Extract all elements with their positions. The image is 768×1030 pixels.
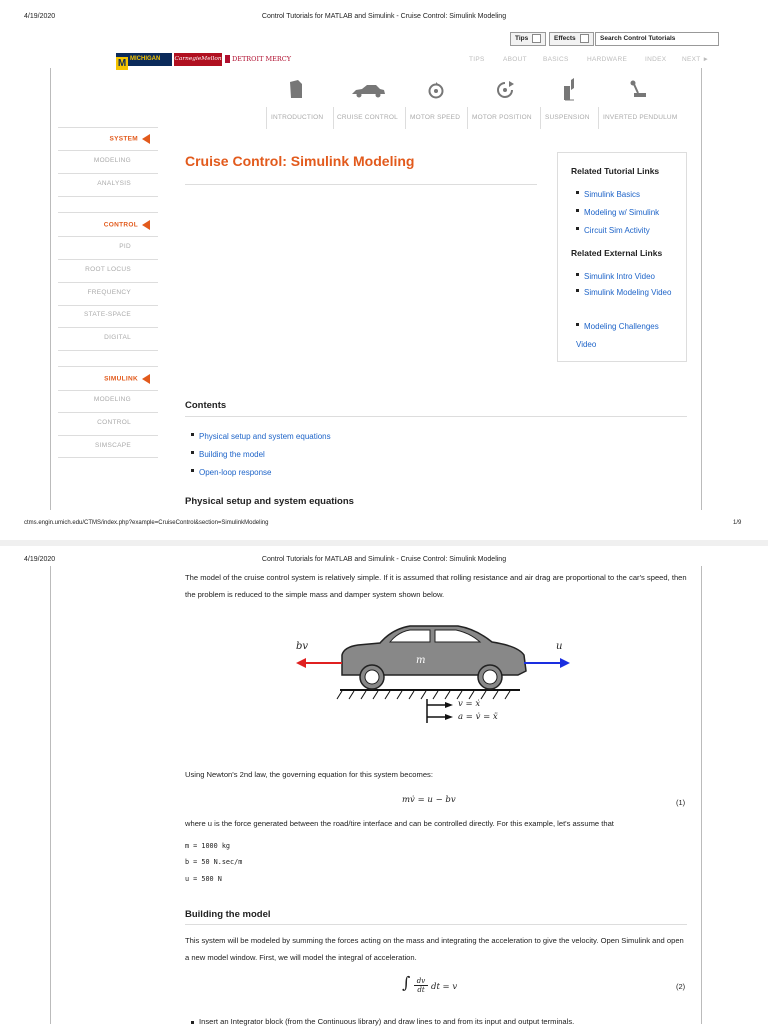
- tab-suspension[interactable]: SUSPENSION: [545, 114, 590, 121]
- related-tutorial-item[interactable]: [576, 184, 640, 202]
- tab-separator: [598, 107, 599, 129]
- equation-2-denominator: dt: [417, 986, 425, 994]
- effects-checkbox[interactable]: [580, 34, 589, 43]
- car-tab-icon[interactable]: [350, 84, 386, 98]
- tab-separator: [405, 107, 406, 129]
- active-arrow-icon: [142, 134, 150, 144]
- equation-2-integral: ∫: [402, 973, 411, 992]
- sidebar-divider: [58, 366, 158, 367]
- tab-separator: [266, 107, 267, 129]
- nav-hardware[interactable]: HARDWARE: [587, 56, 628, 63]
- sidebar-divider: [58, 212, 158, 213]
- tab-separator: [467, 107, 468, 129]
- where-paragraph: where u is the force generated between the road/tire interface and can be controlled directly. For this example, let's assume that: [185, 819, 614, 828]
- bullet-icon: [191, 433, 194, 436]
- print-url: ctms.engin.umich.edu/CTMS/index.php?example=CruiseControl&section=SimulinkModeling: [24, 520, 269, 526]
- sidebar-divider: [58, 127, 158, 128]
- sidebar-divider: [58, 305, 158, 306]
- search-input[interactable]: Search Control Tutorials: [595, 32, 719, 46]
- cmu-logo[interactable]: CarnegieMellon: [174, 53, 222, 66]
- kinematics-arrows: [425, 697, 455, 725]
- equation-1-number: (1): [676, 798, 686, 807]
- sidebar-item-system[interactable]: [58, 134, 158, 144]
- active-arrow-icon: [142, 220, 150, 230]
- related-external-item[interactable]: [576, 266, 676, 284]
- michigan-logo[interactable]: [116, 53, 172, 69]
- tab-introduction[interactable]: INTRODUCTION: [271, 114, 324, 121]
- equation-1: mv̇ = u − bv: [402, 795, 456, 805]
- print-title: Control Tutorials for MATLAB and Simulink - Cruise Control: Simulink Modeling: [261, 13, 507, 20]
- sidebar-item-label: SIMULINK: [104, 375, 138, 383]
- sidebar-item-control[interactable]: [58, 220, 158, 230]
- pendulum-tab-icon[interactable]: [628, 80, 648, 100]
- page-title: Cruise Control: Simulink Modeling: [185, 153, 415, 169]
- code-force: u = 500 N: [185, 875, 222, 883]
- nav-basics[interactable]: BASICS: [543, 56, 569, 63]
- equation-2-fraction: [414, 977, 428, 994]
- contents-item[interactable]: [191, 426, 331, 444]
- sidebar-divider: [58, 196, 158, 197]
- bullet-icon: [191, 1021, 194, 1024]
- related-external-item[interactable]: [576, 317, 676, 353]
- related-link[interactable]: Modeling w/ Simulink: [584, 208, 660, 217]
- related-links-box: [557, 152, 687, 362]
- tab-motor-position[interactable]: MOTOR POSITION: [472, 114, 532, 121]
- related-link[interactable]: Simulink Basics: [584, 190, 641, 199]
- tab-separator: [540, 107, 541, 129]
- bullet-icon: [576, 289, 579, 292]
- contents-rule: [185, 416, 687, 417]
- sidebar-item-pid[interactable]: PID: [119, 243, 131, 250]
- active-arrow-icon: [142, 374, 150, 384]
- frame-left: [50, 566, 51, 1024]
- frame-left: [50, 68, 51, 510]
- sidebar-item-simscape[interactable]: SIMSCAPE: [95, 442, 131, 449]
- instruction-item: [191, 1013, 574, 1030]
- sidebar-item-simulink[interactable]: [58, 374, 158, 384]
- sidebar-divider: [58, 150, 158, 151]
- related-tutorial-heading: Related Tutorial Links: [571, 166, 660, 176]
- sidebar-item-analysis[interactable]: ANALYSIS: [97, 180, 131, 187]
- intro-paragraph: The model of the cruise control system is relatively simple. If it is assumed that rolling resistance and air drag are proportional to the car's speed, then the problem is reduced to the simple mass and damper system shown below.: [185, 573, 687, 599]
- wheel-rear-hub: [365, 670, 379, 684]
- related-link[interactable]: Simulink Intro Video: [584, 272, 655, 281]
- contents-heading: Contents: [185, 400, 227, 411]
- acceleration-equation: a = v̇ = ẍ: [458, 712, 498, 722]
- accel-arrow-head: [445, 714, 453, 720]
- print-page-number: 1/9: [733, 520, 742, 526]
- newton-paragraph: Using Newton's 2nd law, the governing equation for this system becomes:: [185, 770, 433, 779]
- sidebar-item-root-locus[interactable]: ROOT LOCUS: [85, 266, 131, 273]
- sidebar-divider: [58, 236, 158, 237]
- nav-tips[interactable]: TIPS: [469, 56, 485, 63]
- building-paragraph: This system will be modeled by summing the forces acting on the mass and integrating the acceleration to give the velocity. Open Simulink and open a new model window. First, we will model the integral of acceleration.: [185, 936, 684, 962]
- tab-inverted-pendulum[interactable]: INVERTED PENDULUM: [603, 114, 678, 121]
- nav-index[interactable]: INDEX: [645, 56, 667, 63]
- force-label: u: [556, 641, 563, 652]
- sidebar-item-sim-control[interactable]: CONTROL: [97, 419, 131, 426]
- velocity-arrow-head: [445, 702, 453, 708]
- intro-tab-icon[interactable]: [288, 80, 304, 100]
- sidebar-divider: [58, 282, 158, 283]
- code-damping: b = 50 N.sec/m: [185, 858, 243, 866]
- contents-item[interactable]: [191, 444, 265, 462]
- bullet-icon: [191, 469, 194, 472]
- motor-speed-tab-icon[interactable]: [427, 82, 445, 100]
- sidebar-item-modeling[interactable]: MODELING: [93, 157, 131, 164]
- ground-hatch: [337, 691, 510, 699]
- bullet-icon: [576, 191, 579, 194]
- equation-2-number: (2): [676, 982, 686, 991]
- tips-checkbox[interactable]: [532, 34, 541, 43]
- title-rule: [185, 184, 537, 185]
- sidebar-divider: [58, 390, 158, 391]
- detroit-logo[interactable]: [225, 55, 291, 64]
- sidebar-divider: [58, 412, 158, 413]
- motor-position-tab-icon[interactable]: [495, 80, 515, 100]
- contents-link[interactable]: Open-loop response: [199, 468, 272, 477]
- bullet-icon: [191, 451, 194, 454]
- tab-cruise-control[interactable]: CRUISE CONTROL: [337, 114, 398, 121]
- nav-about[interactable]: ABOUT: [503, 56, 527, 63]
- sidebar-divider: [58, 327, 158, 328]
- sidebar-item-label: CONTROL: [103, 221, 138, 229]
- print-date: 4/19/2020: [24, 556, 56, 563]
- force-arrow-head: [560, 658, 570, 668]
- page-break: [0, 540, 768, 546]
- code-mass: m = 1000 kg: [185, 842, 231, 850]
- sidebar-item-frequency[interactable]: FREQUENCY: [87, 289, 131, 296]
- sidebar-divider: [58, 173, 158, 174]
- detroit-wordmark: DETROIT MERCY: [232, 55, 292, 63]
- section-heading-building: Building the model: [185, 909, 271, 920]
- bullet-icon: [576, 227, 579, 230]
- bullet-icon: [576, 209, 579, 212]
- print-title: Control Tutorials for MATLAB and Simulink - Cruise Control: Simulink Modeling: [261, 556, 507, 563]
- suspension-tab-icon[interactable]: [562, 78, 576, 102]
- sidebar-item-sim-modeling[interactable]: MODELING: [93, 396, 131, 403]
- effects-toggle[interactable]: [549, 32, 594, 46]
- bullet-icon: [576, 323, 579, 326]
- tips-label: Tips: [515, 35, 529, 42]
- related-link[interactable]: Circuit Sim Activity: [584, 226, 650, 235]
- tips-toggle[interactable]: [510, 32, 546, 46]
- instruction-text: Insert an Integrator block (from the Continuous library) and draw lines to and from its input and output terminals.: [199, 1017, 575, 1026]
- sidebar-item-digital[interactable]: DIGITAL: [104, 334, 131, 341]
- related-external-item[interactable]: [576, 283, 676, 301]
- related-tutorial-item[interactable]: [576, 202, 659, 220]
- equation-2-numerator: dv: [416, 977, 426, 985]
- michigan-m-icon: M: [117, 58, 127, 69]
- drag-arrow-head: [296, 658, 306, 668]
- frame-right: [701, 566, 702, 1024]
- related-tutorial-item[interactable]: [576, 220, 650, 238]
- drag-label: bv: [296, 641, 309, 652]
- sidebar-divider: [58, 350, 158, 351]
- sidebar-item-label: SYSTEM: [109, 135, 138, 143]
- mass-label: m: [416, 655, 426, 666]
- related-link[interactable]: Simulink Modeling Video: [584, 288, 672, 297]
- building-rule: [185, 924, 687, 925]
- print-date: 4/19/2020: [24, 13, 56, 20]
- michigan-wordmark: MICHIGAN: [130, 56, 161, 62]
- effects-label: Effects: [554, 35, 576, 42]
- sidebar-divider: [58, 435, 158, 436]
- contents-link[interactable]: Building the model: [199, 450, 265, 459]
- contents-item[interactable]: [191, 462, 272, 480]
- related-link[interactable]: Modeling Challenges Video: [576, 322, 659, 349]
- related-external-heading: Related External Links: [571, 248, 663, 258]
- frame-right: [701, 68, 702, 510]
- detroit-mark-icon: [225, 55, 230, 63]
- velocity-equation: v = ẋ: [458, 699, 481, 709]
- tab-motor-speed[interactable]: MOTOR SPEED: [410, 114, 461, 121]
- contents-link[interactable]: Physical setup and system equations: [199, 432, 331, 441]
- bullet-icon: [576, 273, 579, 276]
- tab-separator: [333, 107, 334, 129]
- sidebar-divider: [58, 457, 158, 458]
- equation-2-rest: dt = v: [431, 982, 458, 992]
- section-heading-physical: Physical setup and system equations: [185, 496, 354, 507]
- sidebar-item-state-space[interactable]: STATE-SPACE: [83, 311, 131, 318]
- wheel-front-hub: [483, 670, 497, 684]
- sidebar-divider: [58, 259, 158, 260]
- nav-next[interactable]: NEXT ►: [682, 56, 710, 63]
